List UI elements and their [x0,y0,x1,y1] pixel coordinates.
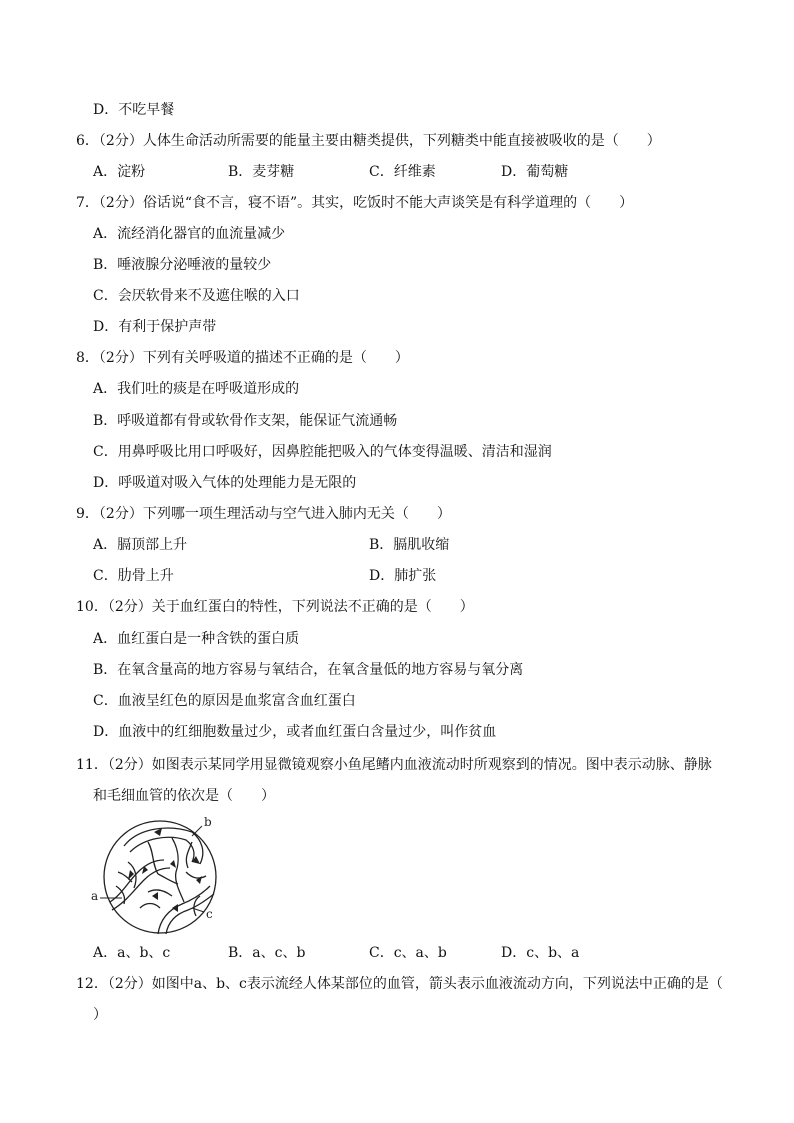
q10-stem: 10．（2分）关于血红蛋白的特性，下列说法不正确的是（ ） [76,599,474,615]
q8-stem: 8．（2分）下列有关呼吸道的描述不正确的是（ ） [76,350,409,366]
q6-stem: 6．（2分）人体生命活动所需要的能量主要由糖类提供，下列糖类中能直接被吸收的是（ ） [76,133,661,149]
q11-option-a: A．a、b、c [93,945,171,961]
q12-stem-line2: ） [93,1007,107,1023]
q11-option-c: C．c、a、b [369,945,447,961]
q9-option-b: B．膈肌收缩 [369,537,450,553]
q5-option-d: D．不吃早餐 [93,102,175,118]
q7-option-d: D．有利于保护声带 [93,319,217,335]
figure-label-a: a [91,889,99,903]
figure-label-c: c [206,907,213,921]
q8-option-a: A．我们吐的痰是在呼吸道形成的 [93,381,300,397]
q9-stem: 9．（2分）下列哪一项生理活动与空气进入肺内无关（ ） [76,506,451,522]
q11-option-b: B．a、c、b [228,945,306,961]
blood-flow-figure [88,812,234,938]
q9-option-d: D．肺扩张 [369,568,437,584]
q11-stem-line1: 11．（2分）如图表示某同学用显微镜观察小鱼尾鳍内血液流动时所观察到的情况。图中表示动脉、静脉 [76,757,712,773]
q7-stem: 7．（2分）俗话说“食不言，寝不语”。其实，吃饭时不能大声谈笑是有科学道理的（ ） [76,195,634,211]
q12-stem-line1: 12．（2分）如图中a、b、c表示流经人体某部位的血管，箭头表示血液流动方向，下列说法中正确的是（ [76,976,723,992]
q10-option-c: C．血液呈红色的原因是血浆富含血红蛋白 [93,693,356,709]
q7-option-c: C．会厌软骨来不及遮住喉的入口 [93,288,300,304]
q8-option-c: C．用鼻呼吸比用口呼吸好，因鼻腔能把吸入的气体变得温暖、清洁和湿润 [93,444,552,460]
q11-option-d: D．c、b、a [501,945,580,961]
q10-option-d: D．血液中的红细胞数量过少，或者血红蛋白含量过少，叫作贫血 [93,724,497,740]
q6-option-a: A．淀粉 [93,164,146,180]
q10-option-a: A．血红蛋白是一种含铁的蛋白质 [93,631,300,647]
q6-option-b: B．麦芽糖 [228,164,295,180]
q7-option-b: B．唾液腺分泌唾液的量较少 [93,257,272,273]
q7-option-a: A．流经消化器官的血流量减少 [93,226,286,242]
q10-option-b: B．在氧含量高的地方容易与氧结合，在氧含量低的地方容易与氧分离 [93,662,524,678]
q9-option-a: A．膈顶部上升 [93,537,188,553]
q8-option-d: D．呼吸道对吸入气体的处理能力是无限的 [93,475,357,491]
figure-label-b: b [204,815,212,829]
q11-stem-line2: 和毛细血管的依次是（ ） [93,788,275,804]
q6-option-c: C．纤维素 [369,164,436,180]
q6-option-d: D．葡萄糖 [501,164,569,180]
q8-option-b: B．呼吸道都有骨或软骨作支架，能保证气流通畅 [93,413,398,429]
q9-option-c: C．肋骨上升 [93,568,174,584]
